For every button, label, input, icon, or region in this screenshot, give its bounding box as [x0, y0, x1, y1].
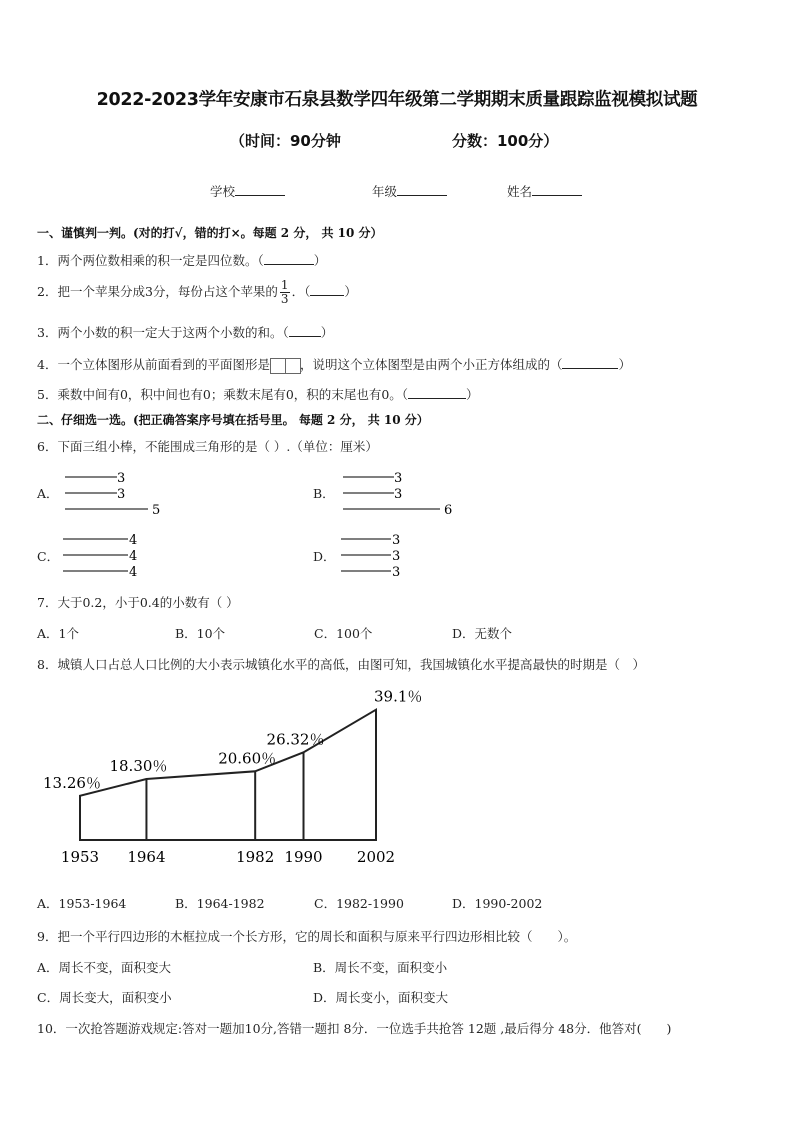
q8-option-a: A．1953-1964: [37, 896, 127, 911]
q6-option-d-sticks: [336, 532, 416, 580]
question-6: 6．下面三组小棒，不能围成三角形的是（ ）.（单位：厘米）: [37, 439, 378, 454]
chart-value-label: 13.26％: [43, 773, 101, 792]
q8-option-c: C．1982-1990: [314, 896, 404, 911]
q9-option-a: A．周长不变，面积变大: [37, 960, 172, 975]
question-5: 5．乘数中间有0，积中间也有0；乘数末尾有0，积的末尾也有0。（ ）: [37, 387, 479, 402]
stick-length: 3: [117, 471, 126, 486]
chart-value-label: 20.60％: [218, 749, 277, 768]
chart-x-tick-label: 1953: [60, 848, 100, 866]
question-10: 10．一次抢答题游戏规定:答对一题加10分,答错一题扣 8分．一位选手共抢答 12题 ,最后得分 48分．他答对( ): [37, 1021, 672, 1036]
section-1-heading: 一、谨慎判一判。(对的打√，错的打×。每题 2 分， 共 10 分）: [37, 226, 383, 240]
q9-option-b: B．周长不变，面积变小: [313, 960, 448, 975]
q7-option-a: A．1个: [37, 626, 79, 641]
stick-length: 3: [392, 549, 401, 564]
question-4: 4．一个立体图形从前面看到的平面图形是 ，说明这个立体图型是由两个小正方体组成的（ ）: [37, 357, 631, 372]
page-title: 2022-2023学年安康市石泉县数学四年级第二学期期末质量跟踪监视模拟试题: [96, 90, 698, 110]
two-squares-icon: [270, 357, 300, 374]
stick-length: 3: [394, 487, 403, 502]
stick-length: 3: [394, 471, 403, 486]
chart-x-tick-label: 1964: [127, 848, 166, 866]
chart-value-label: 18.30％: [109, 757, 168, 775]
stick-length: 3: [117, 487, 126, 502]
q6-option-b-label: B．: [313, 486, 335, 501]
question-8: 8．城镇人口占总人口比例的大小表示城镇化水平的高低，由图可知，我国城镇化水平提高最快的时期是（ ）: [37, 657, 645, 672]
exam-time: （时间：90分钟: [230, 132, 341, 150]
section-2-heading: 二、仔细选一选。(把正确答案序号填在括号里。 每题 2 分， 共 10 分）: [37, 413, 429, 427]
chart-x-tick-label: 1982: [236, 848, 275, 866]
fraction: $\frac{1}{3}$: [280, 278, 289, 306]
q7-option-d: D．无数个: [452, 626, 513, 641]
chart-value-label: 26.32％: [266, 730, 325, 749]
chart-x-tick-label: 1990: [284, 848, 323, 866]
stick-length: 4: [129, 533, 138, 548]
chart-value-label: 39.1％: [374, 690, 423, 706]
q6-option-c-sticks: [58, 532, 158, 580]
question-1: 1．两个两位数相乘的积一定是四位数。（ ）: [37, 253, 327, 268]
stick-length: 5: [152, 503, 161, 518]
stick-length: 3: [392, 533, 401, 548]
stick-length: 4: [129, 565, 138, 580]
q6-option-c-label: C．: [37, 549, 60, 564]
stick-length: 3: [392, 565, 401, 580]
q6-option-b-sticks: [338, 470, 468, 520]
stick-length: 6: [444, 503, 453, 518]
question-3: 3．两个小数的积一定大于这两个小数的和。（ ）: [37, 325, 334, 340]
q7-option-c: C．100个: [314, 626, 373, 641]
q8-option-b: B．1964-1982: [175, 896, 265, 911]
question-7: 7．大于0.2，小于0.4的小数有（ ）: [37, 595, 239, 610]
q6-option-a-label: A．: [37, 486, 59, 501]
chart-x-tick-label: 2002: [356, 848, 396, 866]
question-9: 9．把一个平行四边形的木框拉成一个长方形，它的周长和面积与原来平行四边形相比较（ ）。: [37, 929, 577, 944]
exam-score: 分数：100分）: [452, 132, 559, 150]
q9-option-d: D．周长变小，面积变大: [313, 990, 449, 1005]
q8-option-d: D．1990-2002: [452, 896, 543, 911]
school-field: 学校: [210, 182, 285, 200]
q7-option-b: B．10个: [175, 626, 226, 641]
urbanization-chart: [30, 690, 450, 875]
grade-field: 年级: [372, 182, 447, 200]
stick-length: 4: [129, 549, 138, 564]
q6-option-d-label: D．: [313, 549, 336, 564]
name-field: 姓名: [507, 182, 582, 200]
q9-option-c: C．周长变大，面积变小: [37, 990, 172, 1005]
q6-option-a-sticks: [60, 470, 170, 520]
question-2: 2．把一个苹果分成3分，每份占这个苹果的 $\frac{1}{3}$ ．（ ）: [37, 278, 357, 306]
